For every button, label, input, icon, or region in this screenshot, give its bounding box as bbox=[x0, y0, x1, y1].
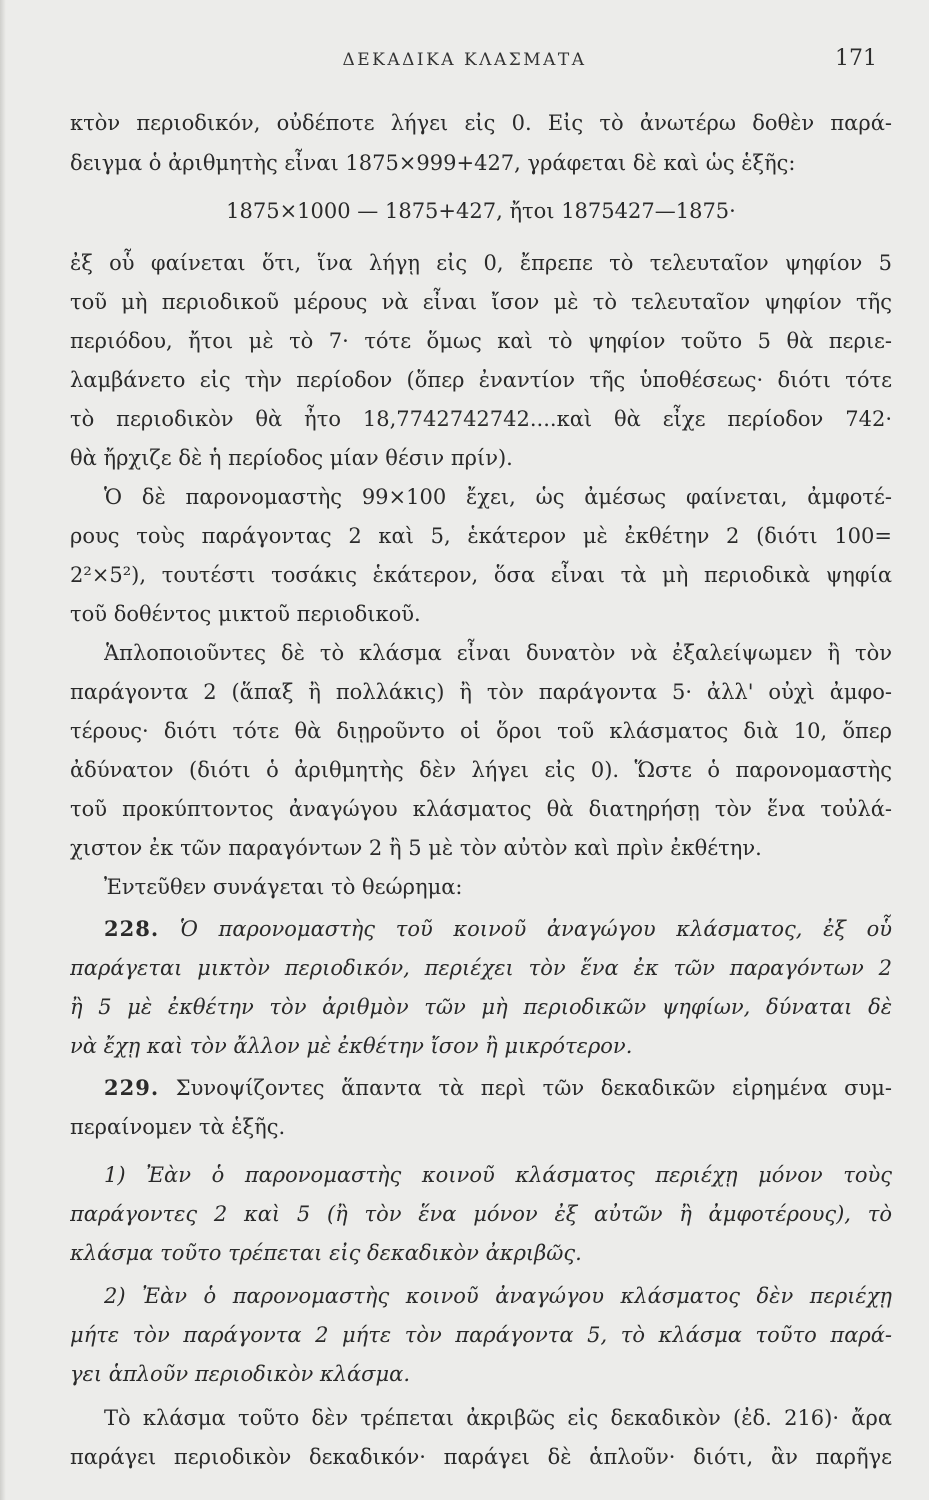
rule-line: κλάσμα τοῦτο τρέπεται εἰς δεκαδικὸν ἀκριβῶς. bbox=[70, 1241, 582, 1265]
section-number: 229. bbox=[104, 1075, 160, 1100]
text-line: χιστον ἐκ τῶν παραγόντων 2 ἢ 5 μὲ τὸν αὐτὸν καὶ πρὶν ἐκθέτην. bbox=[70, 836, 762, 860]
text-line: παράγει περιοδικὸν δεκαδικόν· παράγει δὲ ἁπλοῦν· διότι, ἂν παρῆγε bbox=[70, 1445, 892, 1469]
theorem-line: παράγεται μικτὸν περιοδικόν, περιέχει τὸν ἕνα ἐκ τῶν παραγόντων 2 bbox=[70, 956, 892, 980]
rule-line: 2) Ἐὰν ὁ παρονομαστὴς κοινοῦ ἀναγώγου κλάσματος δὲν περιέχῃ bbox=[104, 1284, 892, 1308]
text-line: ρους τοὺς παράγοντας 2 καὶ 5, ἑκάτερον μὲ ἐκθέτην 2 (διότι 100= bbox=[70, 524, 892, 548]
theorem-line: νὰ ἔχῃ καὶ τὸν ἄλλον μὲ ἐκθέτην ἴσον ἢ μικρότερον. bbox=[70, 1034, 633, 1058]
theorem-line: ἢ 5 μὲ ἐκθέτην τὸν ἀριθμὸν τῶν μὴ περιοδικῶν ψηφίων, δύναται δὲ bbox=[70, 995, 892, 1019]
text-line: λαμβάνετο εἰς τὴν περίοδον (ὅπερ ἐναντίον τῆς ὑποθέσεως· διότι τότε bbox=[70, 368, 892, 392]
page-gutter-shadow bbox=[0, 0, 6, 1500]
rule-line: 1) Ἐὰν ὁ παρονομαστὴς κοινοῦ κλάσματος περιέχῃ μόνον τοὺς bbox=[104, 1163, 892, 1187]
section-line: 229. Συνοψίζοντες ἅπαντα τὰ περὶ τῶν δεκαδικῶν εἰρημένα συμ- bbox=[104, 1075, 892, 1100]
display-equation: 1875×1000 — 1875+427, ἤτοι 1875427—1875· bbox=[226, 199, 736, 223]
text-line: Ἐντεῦθεν συνάγεται τὸ θεώρημα: bbox=[104, 875, 463, 899]
text-line: Ἁπλοποιοῦντες δὲ τὸ κλάσμα εἶναι δυνατὸν νὰ ἐξαλείψωμεν ἢ τὸν bbox=[104, 641, 892, 665]
text-line: ἀδύνατον (διότι ὁ ἀριθμητὴς δὲν λήγει εἰς 0). Ὥστε ὁ παρονομαστὴς bbox=[70, 758, 892, 782]
section-line: περαίνομεν τὰ ἑξῆς. bbox=[70, 1115, 286, 1139]
page-number: 171 bbox=[835, 46, 877, 71]
text-line: 2²×5²), τουτέστι τοσάκις ἑκάτερον, ὅσα εἶναι τὰ μὴ περιοδικὰ ψηφία bbox=[70, 563, 892, 587]
text-line: παράγοντα 2 (ἅπαξ ἢ πολλάκις) ἢ τὸν παράγοντα 5· ἀλλ' οὐχὶ ἀμφο- bbox=[70, 680, 892, 704]
text-line: τοῦ προκύπτοντος ἀναγώγου κλάσματος θὰ διατηρήσῃ τὸν ἕνα τοὐλά- bbox=[70, 797, 892, 821]
section-number: 228. bbox=[104, 916, 160, 941]
text-line: θὰ ἤρχιζε δὲ ἡ περίοδος μίαν θέσιν πρίν). bbox=[70, 446, 513, 470]
text-line: δειγμα ὁ ἀριθμητὴς εἶναι 1875×999+427, γράφεται δὲ καὶ ὡς ἑξῆς: bbox=[70, 151, 796, 175]
text-line: ἐξ οὗ φαίνεται ὅτι, ἵνα λήγῃ εἰς 0, ἔπρεπε τὸ τελευταῖον ψηφίον 5 bbox=[70, 251, 892, 275]
text-line: κτὸν περιοδικόν, οὐδέποτε λήγει εἰς 0. Εἰς τὸ ἀνωτέρω δοθὲν παρά- bbox=[70, 111, 892, 135]
text-line: τοῦ μὴ περιοδικοῦ μέρους νὰ εἶναι ἴσον μὲ τὸ τελευταῖον ψηφίον τῆς bbox=[70, 290, 892, 314]
text-line: περιόδου, ἤτοι μὲ τὸ 7· τότε ὅμως καὶ τὸ ψηφίον τοῦτο 5 θὰ περιε- bbox=[70, 329, 892, 353]
rule-line: μήτε τὸν παράγοντα 2 μήτε τὸν παράγοντα 5, τὸ κλάσμα τοῦτο παρά- bbox=[70, 1323, 892, 1347]
text-line: τὸ περιοδικὸν θὰ ἦτο 18,7742742742....καὶ θὰ εἶχε περίοδον 742· bbox=[70, 407, 892, 431]
text-line: τέρους· διότι τότε θὰ διῃροῦντο οἱ ὅροι τοῦ κλάσματος διὰ 10, ὅπερ bbox=[70, 719, 892, 743]
rule-line: παράγοντες 2 καὶ 5 (ἢ τὸν ἕνα μόνον ἐξ αὐτῶν ἢ ἀμφοτέρους), τὸ bbox=[70, 1202, 892, 1226]
theorem-line: 228. Ὁ παρονομαστὴς τοῦ κοινοῦ ἀναγώγου κλάσματος, ἐξ οὗ bbox=[104, 916, 892, 941]
text-line: Τὸ κλάσμα τοῦτο δὲν τρέπεται ἀκριβῶς εἰς δεκαδικὸν (ἐδ. 216)· ἄρα bbox=[104, 1406, 892, 1430]
running-head: ΔΕΚΑΔΙΚΑ ΚΛΑΣΜΑΤΑ bbox=[342, 50, 587, 70]
rule-line: γει ἁπλοῦν περιοδικὸν κλάσμα. bbox=[70, 1362, 410, 1386]
text-line: Ὁ δὲ παρονομαστὴς 99×100 ἔχει, ὡς ἀμέσως φαίνεται, ἀμφοτέ- bbox=[104, 485, 892, 509]
page-header bbox=[0, 44, 929, 76]
text-line: τοῦ δοθέντος μικτοῦ περιοδικοῦ. bbox=[70, 602, 421, 626]
